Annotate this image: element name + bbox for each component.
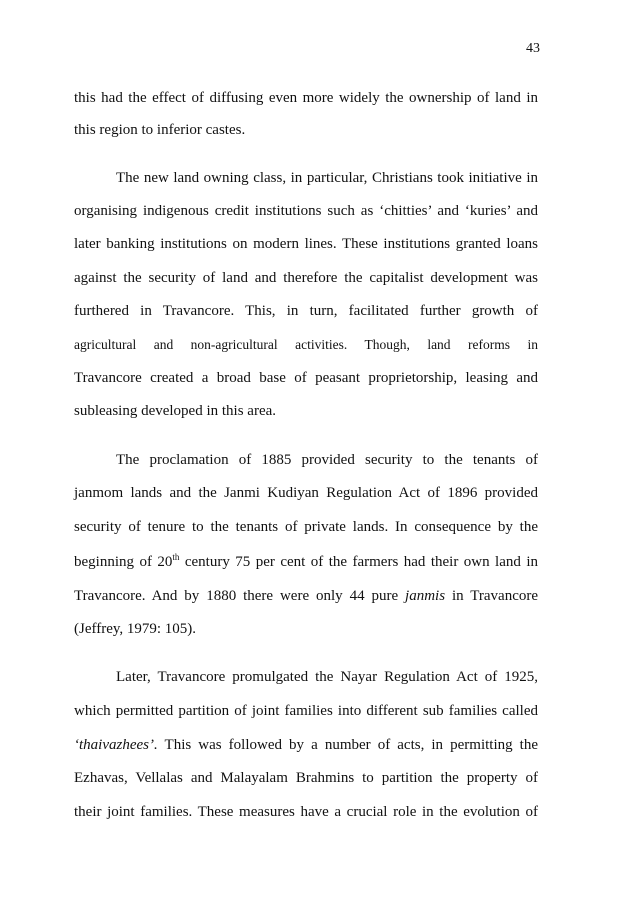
paragraph-first-line: Later, Travancore promulgated the Nayar Regulation Act of 1925, (116, 669, 538, 685)
text-segment: century 75 per cent of the farmers had their own land in (179, 554, 538, 570)
text-line (74, 553, 538, 571)
text-line: later banking institutions on modern lines. These institutions granted loans (74, 236, 538, 252)
text-segment: This was followed by a number of acts, in permitting the (164, 737, 538, 753)
text-line: this had the effect of diffusing even more widely the ownership of land in (74, 90, 538, 106)
text-line: furthered in Travancore. This, in turn, facilitated further growth of (74, 303, 538, 319)
text-segment: Travancore. And by 1880 there were only 44 pure (74, 588, 399, 604)
text-line: Ezhavas, Vellalas and Malayalam Brahmins to partition the property of (74, 770, 538, 786)
text-line: organising indigenous credit institutions such as ‘chitties’ and ‘kuries’ and (74, 203, 538, 219)
text-line: against the security of land and therefore the capitalist development was (74, 270, 538, 286)
text-line (74, 736, 538, 754)
text-segment: beginning of 20 (74, 554, 173, 570)
text-line: which permitted partition of joint families into different sub families called (74, 703, 538, 719)
italic-term: ‘thaivazhees’. (74, 737, 158, 753)
text-line: subleasing developed in this area. (74, 403, 277, 419)
text-line: (Jeffrey, 1979: 105). (74, 621, 197, 637)
text-line: their joint families. These measures have a crucial role in the evolution of (74, 804, 538, 820)
paragraph-first-line: The new land owning class, in particular, Christians took initiative in (116, 170, 538, 186)
paragraph-first-line: The proclamation of 1885 provided security to the tenants of (116, 452, 538, 468)
text-line: agricultural and non-agricultural activities. Though, land reforms in (74, 337, 538, 352)
text-line (74, 587, 538, 605)
italic-term: janmis (405, 588, 446, 604)
text-segment: in Travancore (445, 588, 539, 604)
text-line: security of tenure to the tenants of private lands. In consequence by the (74, 519, 538, 535)
page-number: 43 (526, 41, 540, 56)
superscript: th (172, 552, 180, 562)
text-line: janmom lands and the Janmi Kudiyan Regulation Act of 1896 provided (74, 485, 538, 501)
text-line: this region to inferior castes. (74, 122, 246, 138)
text-line: Travancore created a broad base of peasant proprietorship, leasing and (74, 370, 538, 386)
